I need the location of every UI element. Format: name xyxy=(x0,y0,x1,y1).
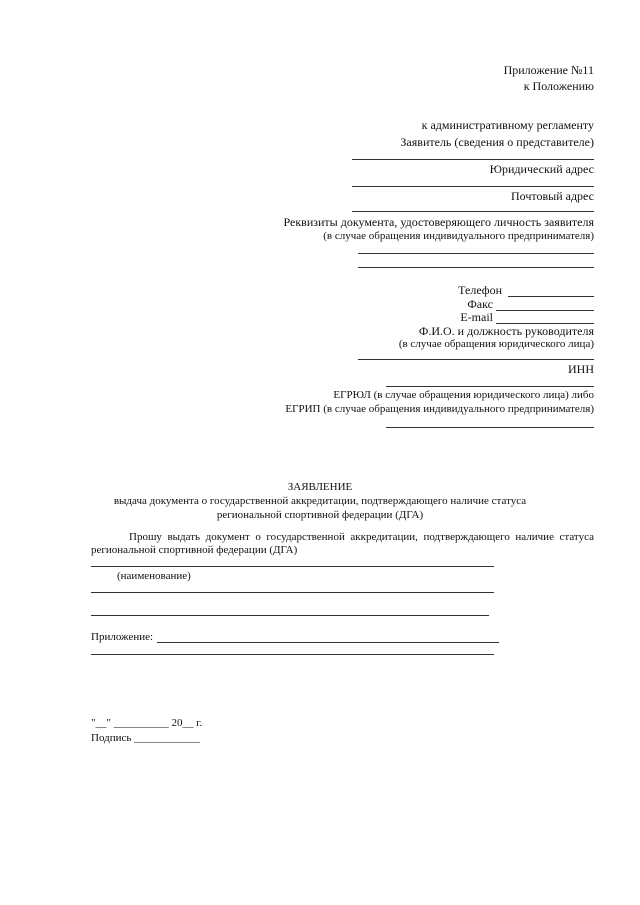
egrul-label: ЕГРЮЛ (в случае обращения юридического лица) либо xyxy=(333,389,594,401)
phone-line xyxy=(508,296,594,297)
id-document-line-1 xyxy=(358,253,594,254)
head-name-line xyxy=(358,359,594,360)
statement-subtitle-1: выдача документа о государственной аккредитации, подтверждающего наличие статуса xyxy=(113,495,527,507)
email-label: E-mail xyxy=(460,310,493,324)
organization-name-line-2 xyxy=(91,592,494,593)
statement-body-1: Прошу выдать документ о государственной аккредитации, подтверждающего наличие статуса xyxy=(129,531,594,543)
statement-body-2: региональной спортивной федерации (ДГА) xyxy=(91,544,298,556)
applicant-line xyxy=(352,159,594,160)
statement-title: ЗАЯВЛЕНИЕ xyxy=(287,481,353,493)
appendix-number: Приложение №11 xyxy=(503,63,594,77)
id-document-note: (в случае обращения индивидуального предпринимателя) xyxy=(323,230,594,242)
attachment-line-1 xyxy=(157,642,499,643)
statement-subtitle-2: региональной спортивной федерации (ДГА) xyxy=(216,509,424,521)
inn-label: ИНН xyxy=(568,362,594,376)
applicant-heading: Заявитель (сведения о представителе) xyxy=(400,135,594,149)
fax-label: Факс xyxy=(467,297,493,311)
signature-blank: ____________ xyxy=(134,732,200,744)
signature-label: Подпись xyxy=(91,732,132,744)
legal-address-label: Юридический адрес xyxy=(489,162,594,176)
fax-line xyxy=(496,310,594,311)
organization-name-line-3 xyxy=(91,615,489,616)
head-name-note: (в случае обращения юридического лица) xyxy=(398,338,594,350)
id-document-label: Реквизиты документа, удостоверяющего личность заявителя xyxy=(283,215,594,229)
id-document-line-2 xyxy=(358,267,594,268)
postal-address-line xyxy=(352,211,594,212)
legal-address-line xyxy=(352,186,594,187)
egrip-line xyxy=(386,427,594,428)
egrip-label: ЕГРИП (в случае обращения индивидуального предпринимателя) xyxy=(285,403,594,415)
to-admin-regulation: к административному регламенту xyxy=(421,118,594,132)
attachment-label: Приложение: xyxy=(91,631,154,643)
postal-address-label: Почтовый адрес xyxy=(510,189,594,203)
attachment-line-2 xyxy=(91,654,494,655)
to-regulation: к Положению xyxy=(523,79,594,93)
date-line: "__" __________ 20__ г. xyxy=(91,717,203,729)
phone-label: Телефон xyxy=(458,283,502,297)
head-name-label: Ф.И.О. и должность руководителя xyxy=(418,324,594,338)
organization-name-note: (наименование) xyxy=(117,570,191,582)
organization-name-line xyxy=(91,566,494,567)
inn-line xyxy=(386,386,594,387)
